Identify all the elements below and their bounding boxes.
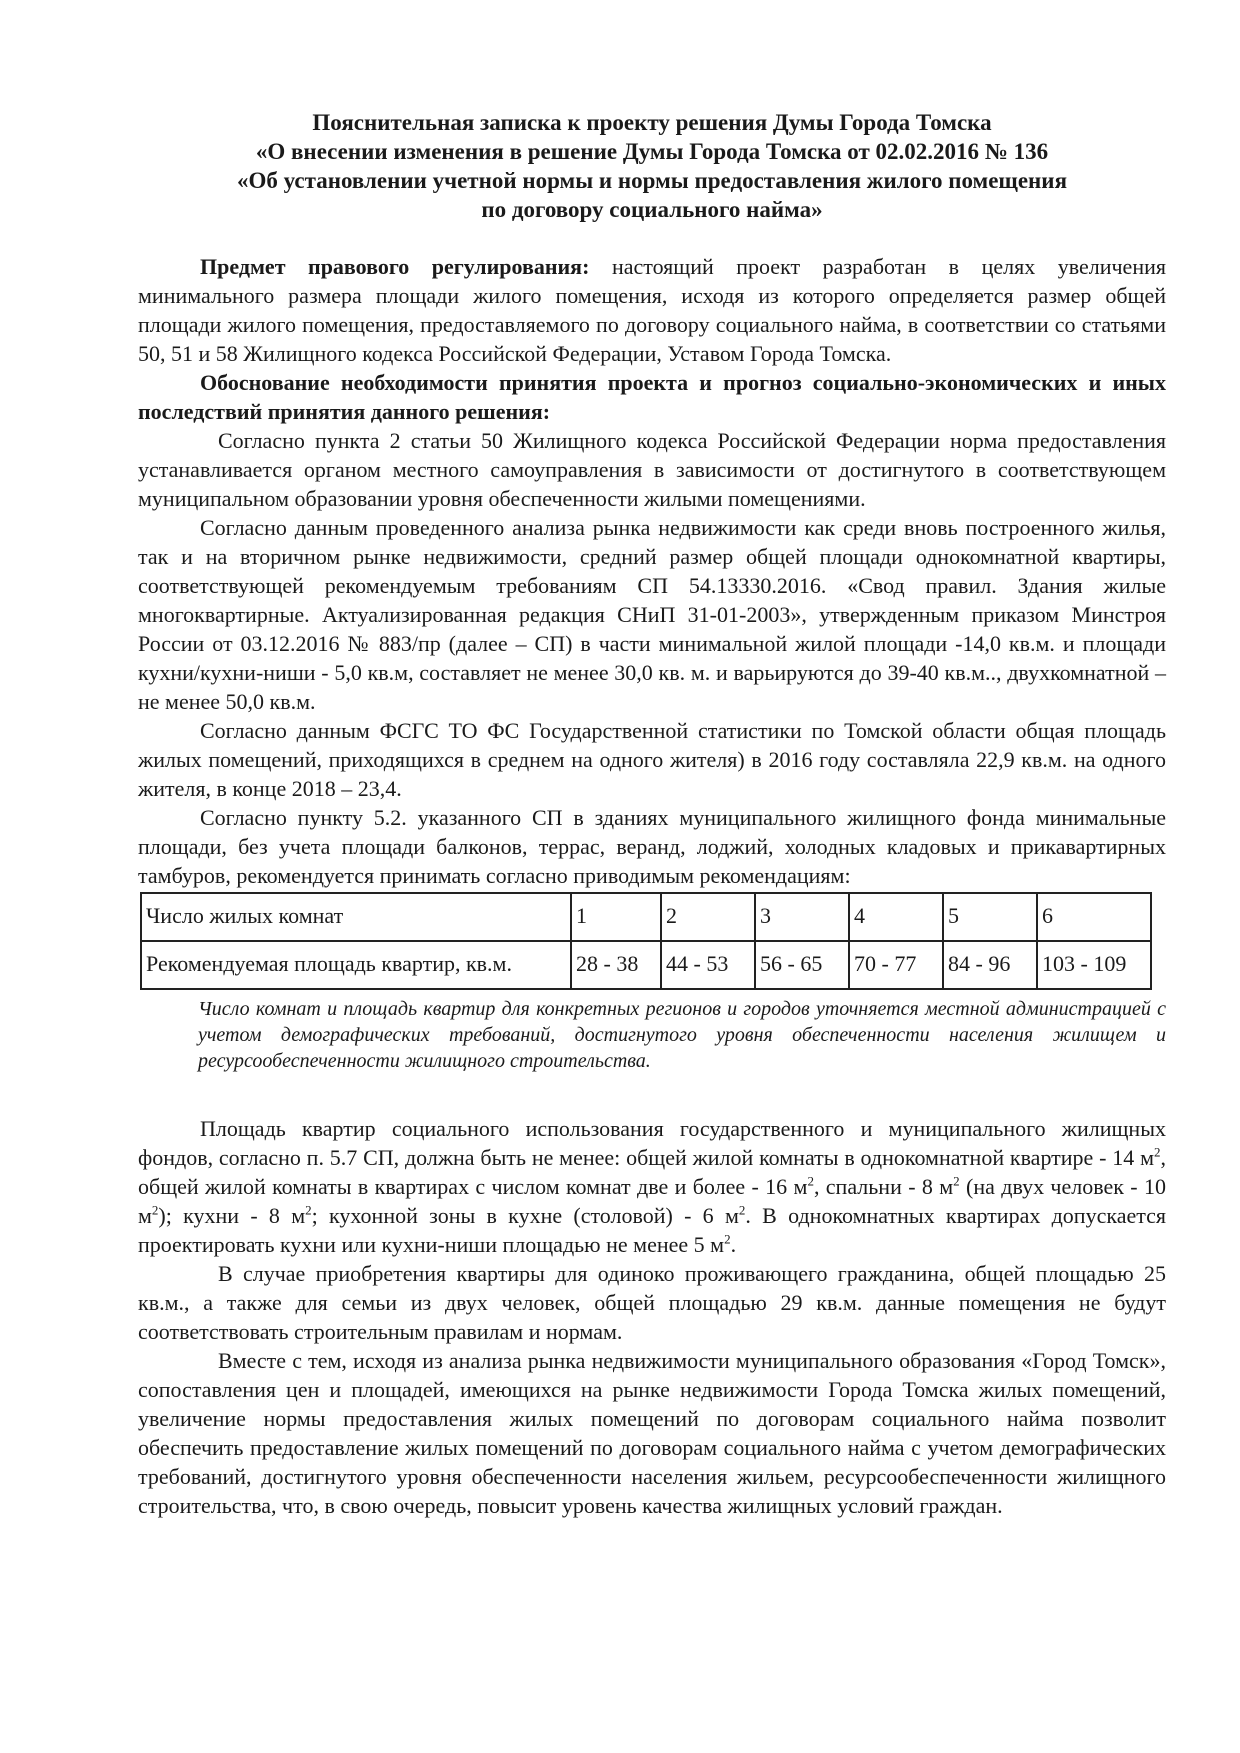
table-row bbox=[141, 893, 1151, 941]
document-page bbox=[138, 108, 1166, 1520]
justification-paragraph-1: Согласно пункта 2 статьи 50 Жилищного кодекса Российской Федерации норма предоставления устанавливается органом местного самоуправления в зависимости от достигнутого в соответствующем муниципальном образовании уровня обеспеченности жилыми помещениями. bbox=[138, 428, 1166, 511]
table-cell-label: Число жилых комнат bbox=[141, 893, 571, 941]
table-note: Число комнат и площадь квартир для конкретных регионов и городов уточняется местной администрацией с учетом демографических требований, достигнутого уровня обеспеченности населения жилищем и ресурсообеспеченности жилищного строительства. bbox=[198, 998, 1166, 1072]
superscript: 2 bbox=[738, 1202, 746, 1218]
area-text: , спальни - 8 м bbox=[813, 1174, 954, 1199]
table-cell: 1 bbox=[571, 893, 661, 941]
table-cell: 2 bbox=[661, 893, 755, 941]
superscript: 2 bbox=[151, 1202, 159, 1218]
case-paragraph: В случае приобретения квартиры для одиноко проживающего гражданина, общей площадью 25 кв.м., а также для семьи из двух человек, общей площадью 29 кв.м. данные помещения не будут соответствовать строительным правилам и нормам. bbox=[138, 1261, 1166, 1344]
table-row bbox=[141, 941, 1151, 989]
table-cell: 4 bbox=[849, 893, 943, 941]
spacer bbox=[138, 1074, 1166, 1114]
table-cell: 5 bbox=[943, 893, 1037, 941]
table-cell: 44 - 53 bbox=[661, 941, 755, 989]
table-cell: 84 - 96 bbox=[943, 941, 1037, 989]
subject-paragraph bbox=[138, 252, 1166, 368]
table-cell: 56 - 65 bbox=[755, 941, 849, 989]
area-text: . В однокомнатных квартирах допускается проектировать кухни или кухни-ниши площадью не менее 5 м bbox=[138, 1203, 1166, 1257]
table-cell: 28 - 38 bbox=[571, 941, 661, 989]
conclusion-paragraph: Вместе с тем, исходя из анализа рынка недвижимости муниципального образования «Город Томск», сопоставления цен и площадей, имеющихся на рынке недвижимости Города Томска жилых помещений, увеличение нормы предоставления жилых помещений по договорам социального найма позволит обеспечить предоставление жилых помещений по договорам социального найма с учетом демографических требований, достигнутого уровня обеспеченности населения жильем, ресурсообеспеченности жилищного строительства, что, в свою очередь, повысит уровень качества жилищных условий граждан. bbox=[138, 1348, 1166, 1518]
justification-paragraph-4: Согласно пункту 5.2. указанного СП в зданиях муниципального жилищного фонда минимальные площади, без учета площади балконов, террас, веранд, лоджий, холодных кладовых и прикавартирных тамбуров, рекомендуется принимать согласно приводимым рекомендациям: bbox=[138, 805, 1166, 888]
justification-heading: Обоснование необходимости принятия проекта и прогноз социально-экономических и иных последствий принятия данного решения: bbox=[138, 370, 1166, 424]
area-text: . bbox=[730, 1232, 737, 1257]
title-line-2: «О внесении изменения в решение Думы Города Томска от 02.02.2016 № 136 bbox=[255, 139, 1049, 164]
justification-paragraph-3: Согласно данным ФСГС ТО ФС Государственной статистики по Томской области общая площадь жилых помещений, приходящихся в среднем на одного жителя) в 2016 году составляла 22,9 кв.м. на одного жителя, в конце 2018 – 23,4. bbox=[138, 718, 1166, 801]
title-line-1: Пояснительная записка к проекту решения Думы Города Томска bbox=[312, 110, 992, 135]
area-text: (на двух человек - 10 м bbox=[138, 1174, 1166, 1228]
table-cell: 70 - 77 bbox=[849, 941, 943, 989]
superscript: 2 bbox=[305, 1202, 312, 1218]
subject-heading: Предмет правового регулирования: bbox=[200, 254, 590, 279]
area-text: , общей жилой комнаты в квартирах с числом комнат две и более - 16 м bbox=[138, 1145, 1166, 1199]
title-line-4: по договору социального найма» bbox=[481, 197, 823, 222]
table-cell: 3 bbox=[755, 893, 849, 941]
superscript: 2 bbox=[953, 1173, 960, 1189]
document-title bbox=[138, 108, 1166, 224]
superscript: 2 bbox=[724, 1231, 731, 1247]
table-cell-label: Рекомендуемая площадь квартир, кв.м. bbox=[141, 941, 571, 989]
superscript: 2 bbox=[1154, 1144, 1161, 1160]
area-paragraph bbox=[138, 1114, 1166, 1259]
justification-paragraph-2: Согласно данным проведенного анализа рынка недвижимости как среди вновь построенного жилья, так и на вторичном рынке недвижимости, средний размер общей площади однокомнатной квартиры, соответствующей рекомендуемым требованиям СП 54.13330.2016. «Свод правил. Здания жилые многоквартирные. Актуализированная редакция СНиП 31-01-2003», утвержденным приказом Минстроя России от 03.12.2016 № 883/пр (далее – СП) в части минимальной жилой площади -14,0 кв.м. и площади кухни/кухни-ниши - 5,0 кв.м, составляет не менее 30,0 кв. м. и варьируются до 39-40 кв.м.., двухкомнатной – не менее 50,0 кв.м. bbox=[138, 515, 1166, 714]
superscript: 2 bbox=[807, 1173, 814, 1189]
title-line-3: «Об установлении учетной нормы и нормы предоставления жилого помещения bbox=[236, 168, 1068, 193]
area-text: ); кухни - 8 м bbox=[158, 1203, 306, 1228]
table-cell: 6 bbox=[1037, 893, 1151, 941]
area-text: ; кухонной зоны в кухне (столовой) - 6 м bbox=[311, 1203, 739, 1228]
apartment-area-table bbox=[140, 892, 1152, 990]
table-cell: 103 - 109 bbox=[1037, 941, 1151, 989]
area-text: Площадь квартир социального использования государственного и муниципального жилищных фондов, согласно п. 5.7 СП, должна быть не менее: общей жилой комнаты в однокомнатной квартире - 14 м bbox=[138, 1116, 1166, 1170]
subject-text: настоящий проект разработан в целях увеличения минимального размера площади жилого помещения, исходя из которого определяется размер общей площади жилого помещения, предоставляемого по договору социального найма, в соответствии со статьями 50, 51 и 58 Жилищного кодекса Российской Федерации, Уставом Города Томска. bbox=[138, 254, 1166, 366]
